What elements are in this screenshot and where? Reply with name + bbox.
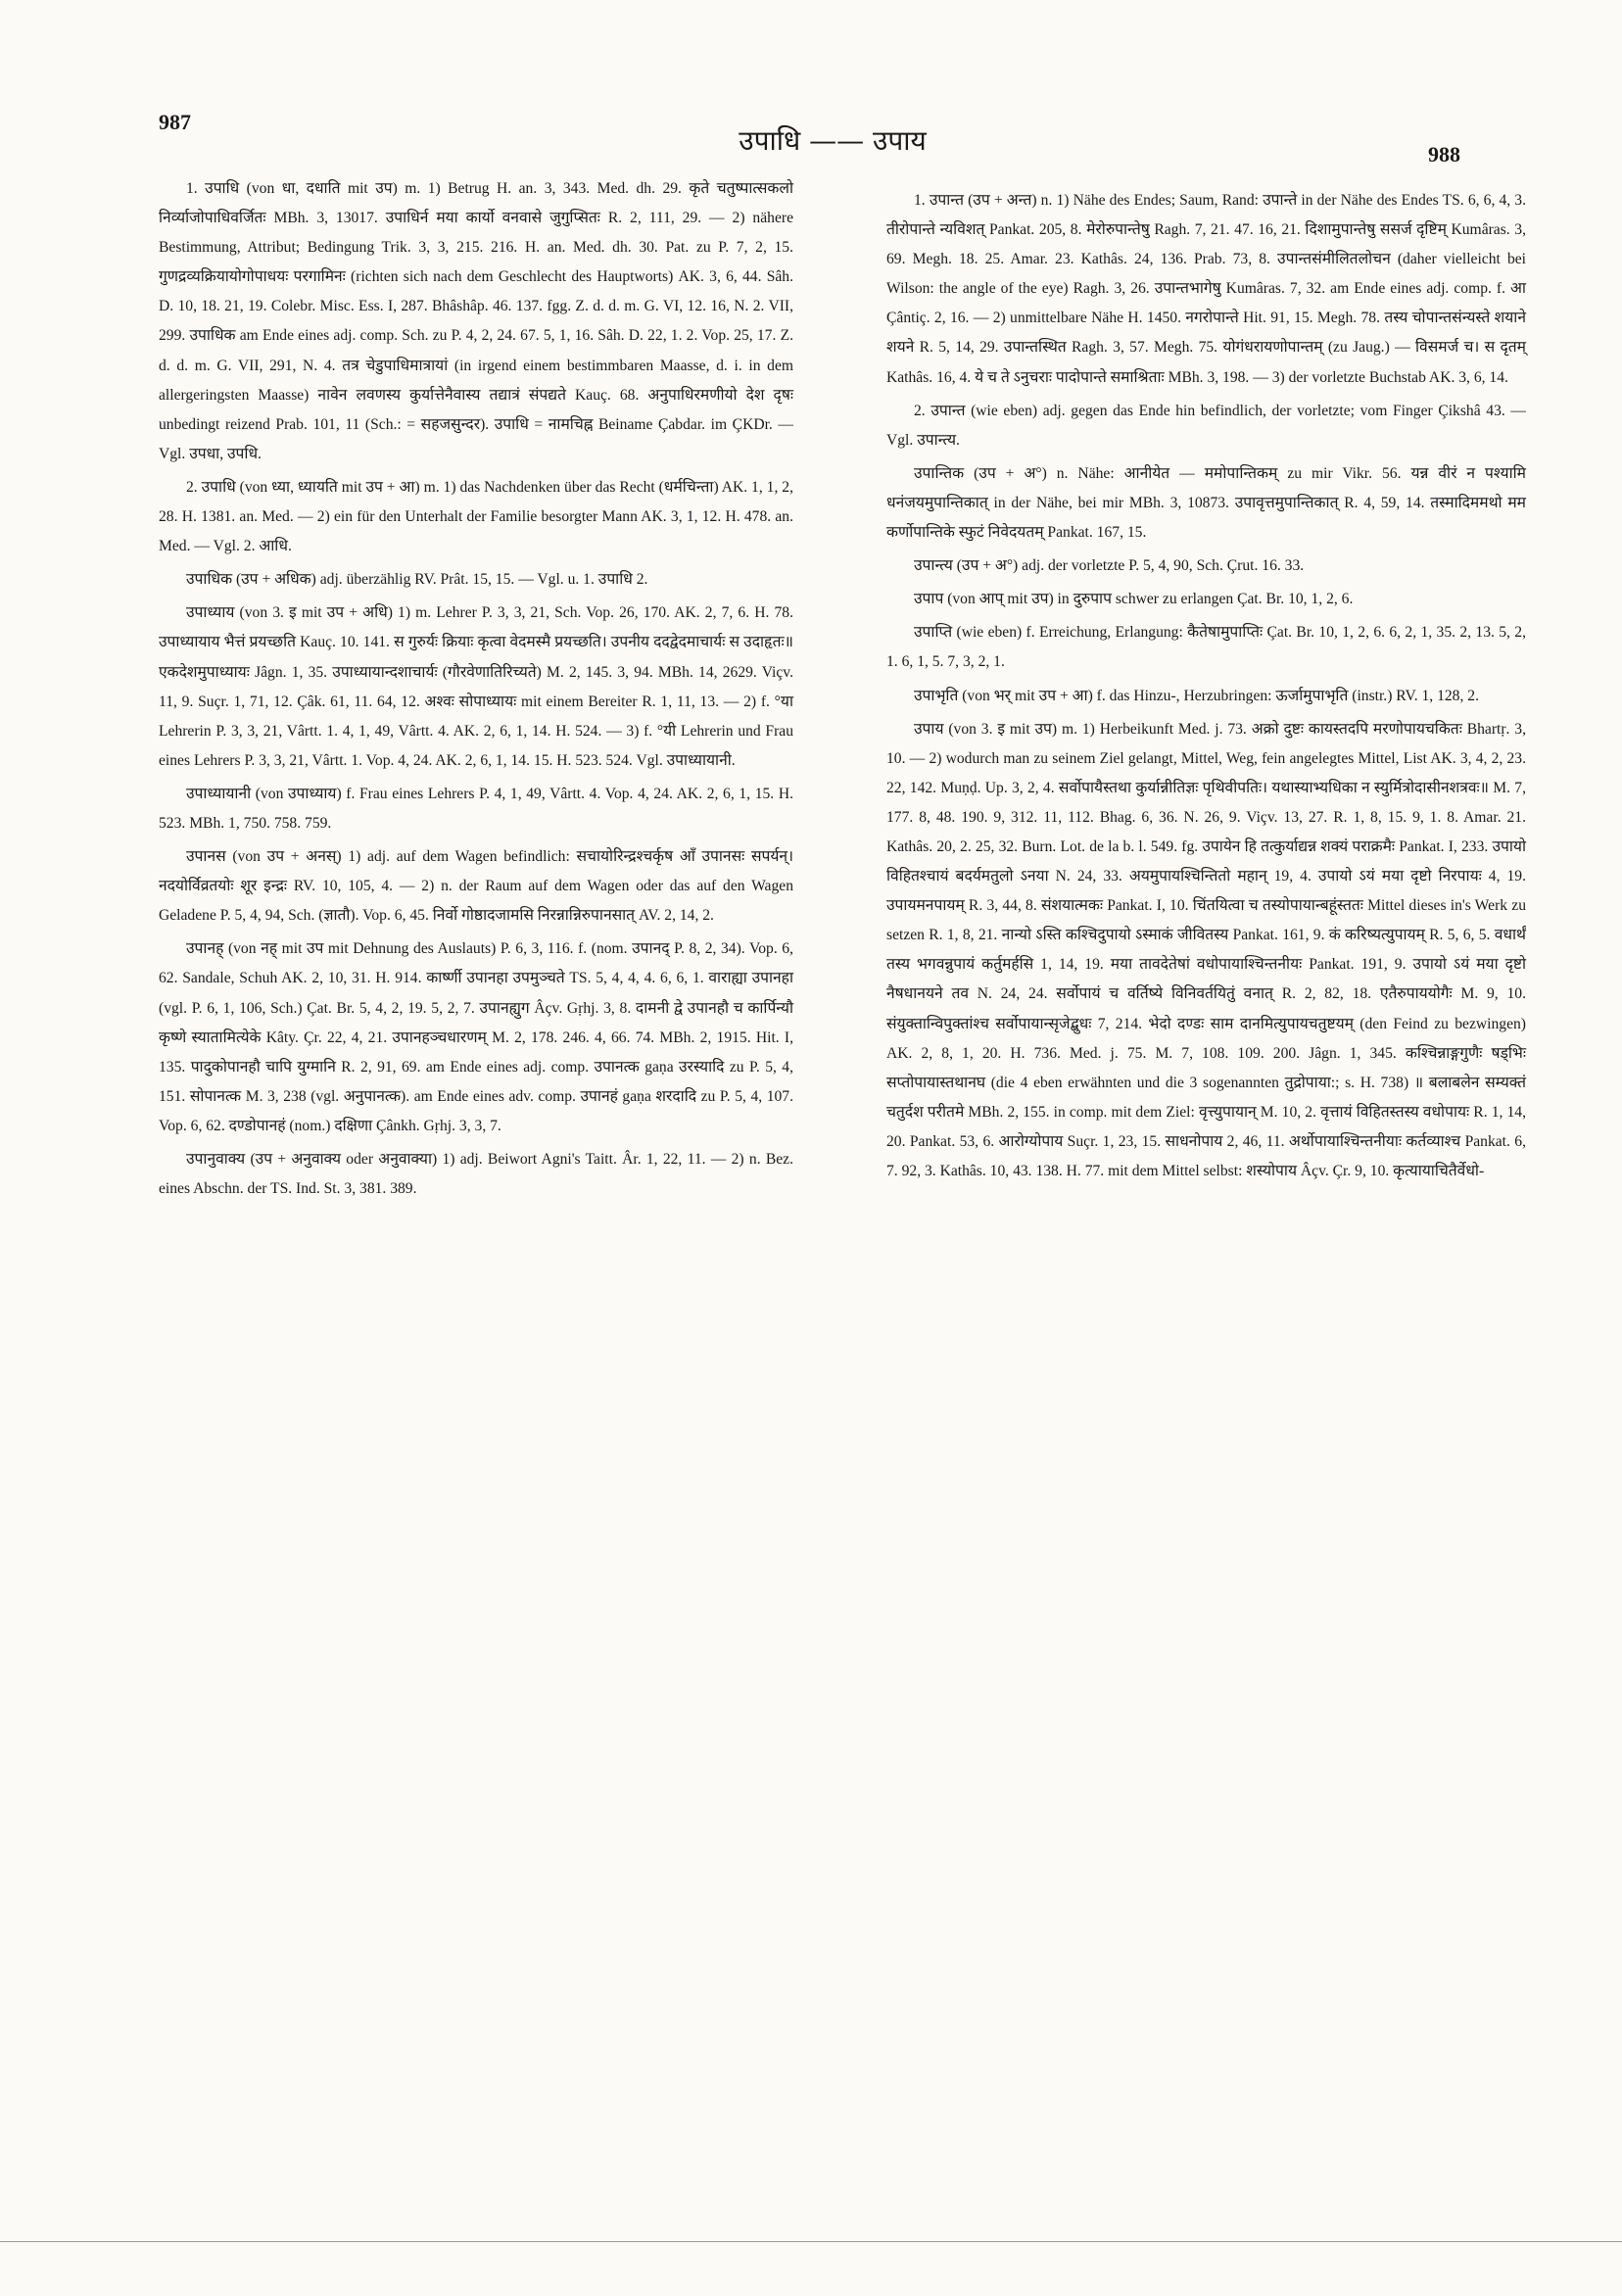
entry-upadhi-2: 2. उपाधि (von ध्या, ध्यायति mit उप + आ) m. 1) das Nachdenken über das Recht (धर्मचिन्ता) AK. 1, 1, 2, 28. H. 1381. an. Med. — 2) ein für den Unterhalt der Familie besorgter Mann AK. 3, 1, 12. H. 478. an. Med. — Vgl. 2. आधि. bbox=[159, 478, 793, 555]
right-page-number: 988 bbox=[1428, 142, 1460, 167]
entry-upaya: उपाय (von 3. इ mit उप) m. 1) Herbeikunft Med. j. 73. अक्रो दुष्टः कायस्तदपि मरणोपायचकितः Bhartṛ. 3, 10. — 2) wodurch man zu seinem Ziel gelangt, Mittel, Weg, fein angelegtes Mittel, List AK. 3, 4, 2, 23. 22, 142. Muṇḍ. Up. 3, 2, 4. सर्वोपायैस्तथा कुर्यान्नीतिज्ञः पृथिवीपतिः। यथास्याभ्यधिका न स्युर्मित्रोदासीनशत्रवः॥ M. 7, 177. 8, 48. 190. 9, 312. 11, 112. Bhag. 6, 36. N. 26, 9. Viçv. 13, 27. R. 1, 8, 15. 9, 1. 8. Amar. 21. Kathâs. 20, 2. 25, 32. Burn. Lot. de la b. l. 549. fg. उपायेन हि तत्कुर्याद्यन्न शक्यं पराक्रमैः Pankat. I, 233. उपायो विहितश्चायं बदर्यमतुलो ऽनया N. 24, 33. अयमुपायश्चिन्तितो महान् 19, 4. उपायो ऽयं मया दृष्टो निरपायः 4, 19. उपायमनपायम् R. 3, 44, 8. संशयात्मकः Pankat. I, 10. चिंतयित्वा च तस्योपायान्बहूंस्ततः Mittel dieses in's Werk zu setzen R. 1, 8, 21. नान्यो ऽस्ति कश्चिदुपायो ऽस्माकं जीवितस्य Pankat. 161, 9. कं करिष्यत्युपायम् R. 5, 6, 5. वधार्थं तस्य भगवन्नुपायं कर्तुमर्हसि 1, 14, 19. मया तावदेतेषां वधोपायाश्चिन्तनीयः Pankat. 191, 9. उपायो ऽयं मया दृष्टो नैषधानयने तव N. 24, 24. सर्वोपायं च वर्तिष्ये विनिवर्तयितुं वनात् R. 2, 82, 18. एतैरुपाययोगैः M. 9, 10. संयुक्तान्विपुक्तांश्च सर्वोपायान्सृजेद्बुधः 7, 214. भेदो दण्डः साम दानमित्युपायचतुष्टयम् (den Feind zu bezwingen) AK. 2, 8, 1, 20. H. 736. Med. j. 75. M. 7, 108. 109. 200. Jâgn. 1, 345. कश्चिन्नाङ्गगुणैः षड्भिः सप्तोपायास्तथानघ (die 4 eben erwähnten und die 3 sogenannten तुद्रोपाया:; s. H. 738) ॥ बलाबलेन सम्यक्तं चतुर्दश परीतमे MBh. 2, 155. in comp. mit dem Ziel: वृत्त्युपायान् M. 10, 2. वृत्तायं विहितस्तस्य वधोपायः R. 1, 14, 20. Pankat. 53, 6. आरोग्योपाय Suçr. 1, 23, 15. साधनोपाय 2, 46, 11. अर्थोपायाश्चिन्तनीयाः कर्तव्याश्च Pankat. 6, 7. 92, 3. Kathâs. 10, 43. 138. H. 77. mit dem Mittel selbst: शस्योपाय Âçv. Çr. 9, 10. कृत्यायाचितैर्वेधो- bbox=[886, 720, 1526, 1179]
entry-upadhika: उपाधिक (उप + अधिक) adj. überzählig RV. Prât. 15, 15. — Vgl. u. 1. उपाधि 2. bbox=[186, 571, 648, 589]
entry-upanta-2: 2. उपान्त (wie eben) adj. gegen das Ende hin befindlich, der vorletzte; vom Finger Çikshâ 43. — Vgl. उपान्त्य. bbox=[886, 402, 1526, 449]
entry-upapa: उपाप (von आप् mit उप) in दुरुपाप schwer zu erlangen Çat. Br. 10, 1, 2, 6. bbox=[914, 591, 1354, 608]
entry-upadhi-1: 1. उपाधि (von धा, दधाति mit उप) m. 1) Betrug H. an. 3, 343. Med. dh. 29. कृते चतुष्पात्सकलो निर्व्याजोपाधिवर्जितः MBh. 3, 13017. उपाधिर्न मया कार्यो वनवासे जुगुप्सितः R. 2, 111, 29. — 2) nähere Bestimmung, Attribut; Bedingung Trik. 3, 3, 215. 216. H. an. Med. dh. 30. Pat. zu P. 7, 2, 15. गुणद्रव्यक्रियायोगोपाधयः परगामिनः (richten sich nach dem Geschlecht des Hauptworts) AK. 3, 6, 44. Sâh. D. 10, 18. 21, 19. Colebr. Misc. Ess. I, 287. Bhâshâp. 46. 137. fgg. Z. d. d. m. G. VI, 12. 16, N. 2. VII, 299. उपाधिक am Ende eines adj. comp. Sch. zu P. 4, 2, 24. 67. 5, 1, 16. Sâh. D. 22, 1. 2. Vop. 25, 17. Z. d. d. m. G. VII, 291, N. 4. तत्र चेडुपाधिमात्रायां (in irgend einem bestimmbaren Maasse, d. i. in dem allergeringsten Maasse) नावेन लवणस्य कुर्यात्तेनैवास्य तद्यात्रं संपद्यते Kauç. 68. अनुपाधिरमणीयो देश दृषः unbedingt reizend Prab. 101, 11 (Sch.: = सहजसुन्दर). उपाधि = नामचिह्न Beiname Çabdar. im ÇKDr. — Vgl. उपधा, उपधि. bbox=[159, 180, 793, 462]
left-column bbox=[159, 174, 793, 1208]
entry-upanta-1: 1. उपान्त (उप + अन्त) n. 1) Nähe des Endes; Saum, Rand: उपान्ते in der Nähe des Endes TS. 6, 6, 4, 3. तीरोपान्ते न्यविशत् Pankat. 205, 8. मेरोरुपान्तेषु Ragh. 7, 21. 47. 16, 21. दिशामुपान्तेषु ससर्ज दृष्टिम् Kumâras. 3, 69. Megh. 18. 25. Amar. 23. Kathâs. 24, 136. Prab. 73, 8. उपान्तसंमीलितलोचन (daher vielleicht bei Wilson: the angle of the eye) Ragh. 3, 26. उपान्तभागेषु Kumâras. 7, 32. am Ende eines adj. comp. f. आ Çântiç. 2, 16. — 2) unmittelbare Nähe H. 1450. नगरोपान्ते Hit. 91, 15. Megh. 78. तस्य चोपान्तसंन्यस्ते शयाने शयने R. 5, 14, 29. उपान्तस्थित Ragh. 3, 57. Megh. 75. योगंधरायणोपान्तम् (zu Jaug.) — विसमर्ज च। स दृतम् Kathâs. 16, 4. ये च ते ऽनुचराः पादोपान्ते समाश्रिताः MBh. 3, 198. — 3) der vorletzte Buchstab AK. 3, 6, 14. bbox=[886, 192, 1526, 386]
entry-upanah: उपानह् (von नह् mit उप mit Dehnung des Auslauts) P. 6, 3, 116. f. (nom. उपानद् P. 8, 2, 34). Vop. 6, 62. Sandale, Schuh AK. 2, 10, 31. H. 914. कार्ष्णी उपानहा उपमुञ्चते TS. 5, 4, 4, 4. 6, 6, 1. वाराह्या उपानहा (vgl. P. 6, 1, 106, Sch.) Çat. Br. 5, 4, 2, 19. 5, 2, 7. उपानह्युग Âçv. Gṛhj. 3, 8. दामनी द्वे उपानहौ च कार्पिन्यौ कृष्णे स्यातामित्येके Kâty. Çr. 22, 4, 21. उपानहञ्चधारणम् M. 2, 178. 246. 4, 66. 74. MBh. 2, 1915. Hit. I, 135. पादुकोपानहौ चापि युग्मानि R. 2, 91, 69. am Ende eines adj. comp. उपानत्क gaṇa उरस्यादि zu P. 5, 4, 151. सोपानत्क M. 3, 238 (vgl. अनुपानत्क). am Ende eines adv. comp. उपानहं gaṇa शरदादि zu P. 5, 4, 107. Vop. 6, 62. दण्डोपानहं (nom.) दक्षिणा Çânkh. Gṛhj. 3, 3, 7. bbox=[159, 940, 793, 1134]
bottom-rule bbox=[0, 2241, 1622, 2242]
entry-upantya: उपान्त्य (उप + अ°) adj. der vorletzte P. 5, 4, 90, Sch. Çrut. 16. 33. bbox=[914, 557, 1305, 575]
entry-upanuvakya: उपानुवाक्य (उप + अनुवाक्य oder अनुवाक्या) 1) adj. Beiwort Agni's Taitt. Âr. 1, 22, 11. — 2) n. Bez. eines Abschn. der TS. Ind. St. 3, 381. 389. bbox=[159, 1151, 793, 1198]
entry-upadhyayani: उपाध्यायानी (von उपाध्याय) f. Frau eines Lehrers P. 4, 1, 49, Vârtt. 4. Vop. 4, 24. AK. 2, 6, 1, 15. H. 523. MBh. 1, 750. 758. 759. bbox=[159, 785, 793, 832]
running-head: उपाधि —— उपाय bbox=[739, 124, 927, 157]
entry-upadhyaya: उपाध्याय (von 3. इ mit उप + अधि) 1) m. Lehrer P. 3, 3, 21, Sch. Vop. 26, 170. AK. 2, 7, 6. H. 78. उपाध्यायाय भैत्तं प्रयच्छति Kauç. 10. 141. स गुरुर्यः क्रियाः कृत्वा वेदमस्मै प्रयच्छति। उपनीय ददद्वेदमाचार्यः स उदाहृतः॥ एकदेशमुपाध्यायः Jâgn. 1, 35. उपाध्यायान्दशाचार्यः (गौरवेणातिरिच्यते) M. 2, 145. 3, 94. MBh. 14, 2629. Viçv. 11, 9. Suçr. 1, 71, 12. Çâk. 61, 11. 64, 12. अश्वः सोपाध्यायः mit einem Bereiter R. 1, 11, 13. — 2) f. °या Lehrerin P. 3, 3, 21, Vârtt. 1. 4, 1, 49, Vârtt. 4. AK. 2, 6, 1, 14. H. 524. — 3) f. °यी Lehrerin und Frau eines Lehrers P. 3, 3, 21, Vârtt. 1. Vop. 4, 24. AK. 2, 6, 1, 14. 15. H. 523. 524. Vgl. उपाध्यायानी. bbox=[159, 604, 793, 769]
right-column bbox=[886, 186, 1526, 1190]
entry-upantika: उपान्तिक (उप + अ°) n. Nähe: आनीयेत — ममोपान्तिकम् zu mir Vikr. 56. यन्न वीरं न पश्यामि धनंजयमुपान्तिकात् in der Nähe, bei mir MBh. 3, 10873. उपावृत्तमुपान्तिकात् R. 4, 59, 14. तस्मादिममथो मम कर्णोपान्तिके स्फुटं निवेदयतम् Pankat. 167, 15. bbox=[886, 464, 1526, 542]
entry-upanasa: उपानस (von उप + अनस्) 1) adj. auf dem Wagen befindlich: सचायोरिन्द्रश्चर्कृष आँ उपानसः सपर्यन्। नदयोर्विव्रतयोः शूर इन्द्रः RV. 10, 105, 4. — 2) n. der Raum auf dem Wagen oder das auf den Wagen Geladene P. 5, 4, 94, Sch. (ज्ञातौ). Vop. 6, 45. निर्वो गोष्ठादजामसि निरन्नान्निरुपानसात् AV. 2, 14, 2. bbox=[159, 848, 793, 925]
entry-upabhrti: उपाभृति (von भर् mit उप + आ) f. das Hinzu-, Herzubringen: ऊर्जामुपाभृति (instr.) RV. 1, 128, 2. bbox=[914, 687, 1479, 704]
left-page-number: 987 bbox=[159, 110, 191, 134]
entry-upapti: उपाप्ति (wie eben) f. Erreichung, Erlangung: कैतेषामुपाप्तिः Çat. Br. 10, 1, 2, 6. 6, 2, 1, 35. 2, 13. 5, 2, 1. 6, 1, 5. 7, 3, 2, 1. bbox=[886, 624, 1526, 671]
